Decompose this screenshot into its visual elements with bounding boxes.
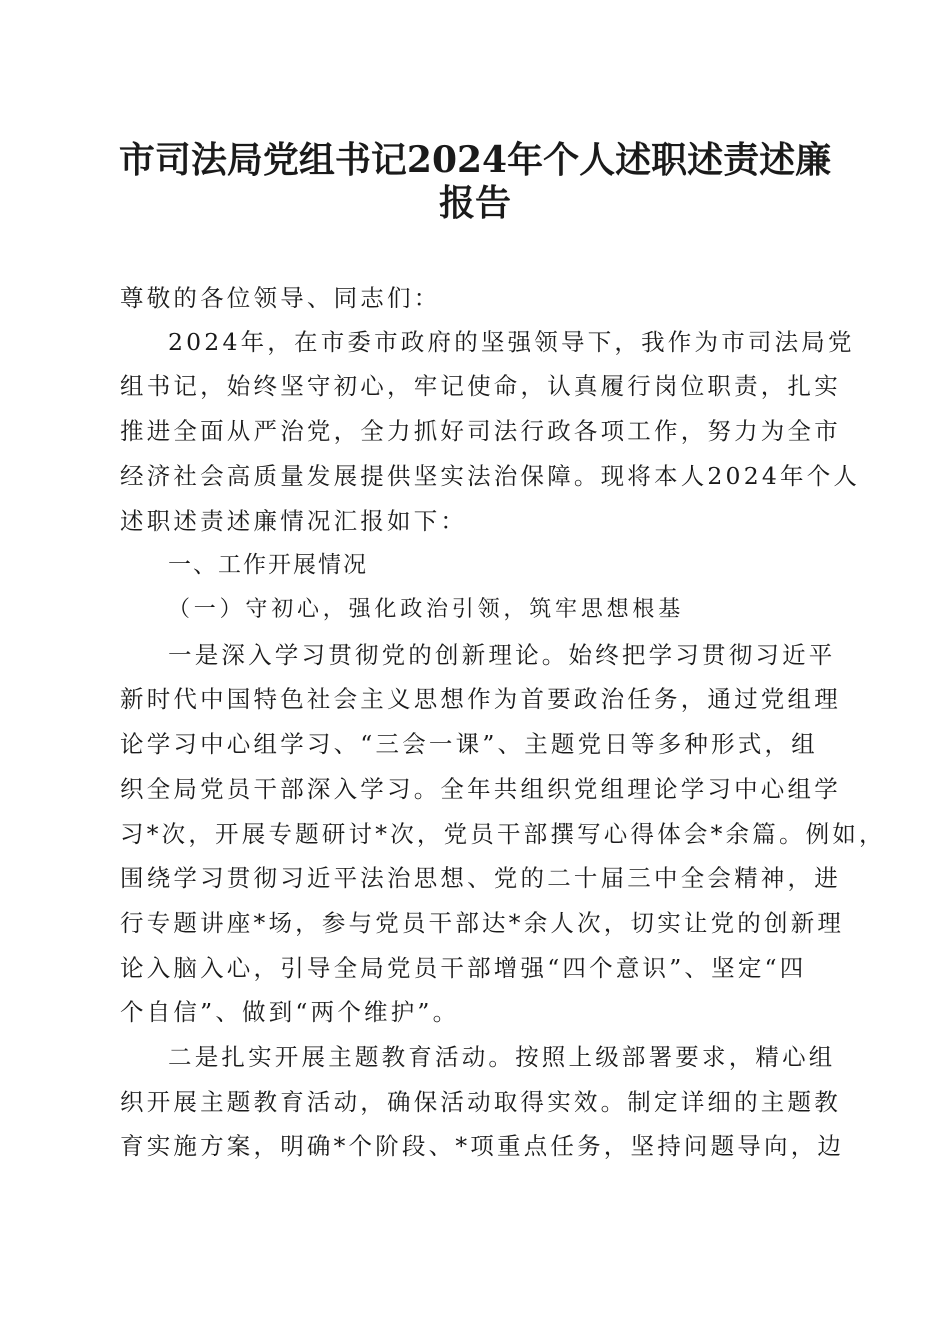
intro-line: 经济社会高质量发展提供坚实法治保障。现将本人2024年个人 (120, 462, 861, 490)
section-heading: 一、工作开展情况 (168, 552, 368, 578)
paragraph-line: 个自信”、做到“两个维护”。 (120, 998, 460, 1026)
paragraph-line: 育实施方案，明确*个阶段、*项重点任务，坚持问题导向，边 (120, 1132, 845, 1160)
intro-line: 述职述责述廉情况汇报如下： (120, 507, 468, 535)
document-title-line-2: 报告 (438, 182, 511, 224)
paragraph-line: 围绕学习贯彻习近平法治思想、党的二十届三中全会精神，进 (120, 864, 841, 892)
intro-line: 推进全面从严治党，全力抓好司法行政各项工作，努力为全市 (120, 417, 841, 445)
paragraph-line: 二是扎实开展主题教育活动。按照上级部署要求，精心组 (168, 1043, 836, 1071)
paragraph-line: 织全局党员干部深入学习。全年共组织党组理论学习中心组学 (120, 775, 841, 803)
paragraph-line: 行专题讲座*场，参与党员干部达*余人次，切实让党的创新理 (120, 909, 845, 937)
intro-line: 组书记，始终坚守初心，牢记使命，认真履行岗位职责，扎实 (120, 372, 841, 400)
document-title-line-1: 市司法局党组书记2024年个人述职述责述廉 (118, 139, 832, 181)
salutation: 尊敬的各位领导、同志们： (120, 284, 441, 312)
paragraph-line: 新时代中国特色社会主义思想作为首要政治任务，通过党组理 (120, 685, 841, 713)
paragraph-line: 论学习中心组学习、“三会一课”、主题党日等多种形式，组 (120, 730, 818, 758)
paragraph-line: 织开展主题教育活动，确保活动取得实效。制定详细的主题教 (120, 1088, 841, 1116)
paragraph-line: 一是深入学习贯彻党的创新理论。始终把学习贯彻习近平 (168, 641, 836, 669)
paragraph-line: 习*次，开展专题研讨*次，党员干部撰写心得体会*余篇。例如， (120, 820, 886, 848)
subsection-heading: （一）守初心，强化政治引领，筑牢思想根基 (168, 597, 685, 622)
intro-line: 2024年，在市委市政府的坚强领导下，我作为市司法局党 (168, 328, 855, 356)
paragraph-line: 论入脑入心，引导全局党员干部增强“四个意识”、坚定“四 (120, 954, 807, 982)
